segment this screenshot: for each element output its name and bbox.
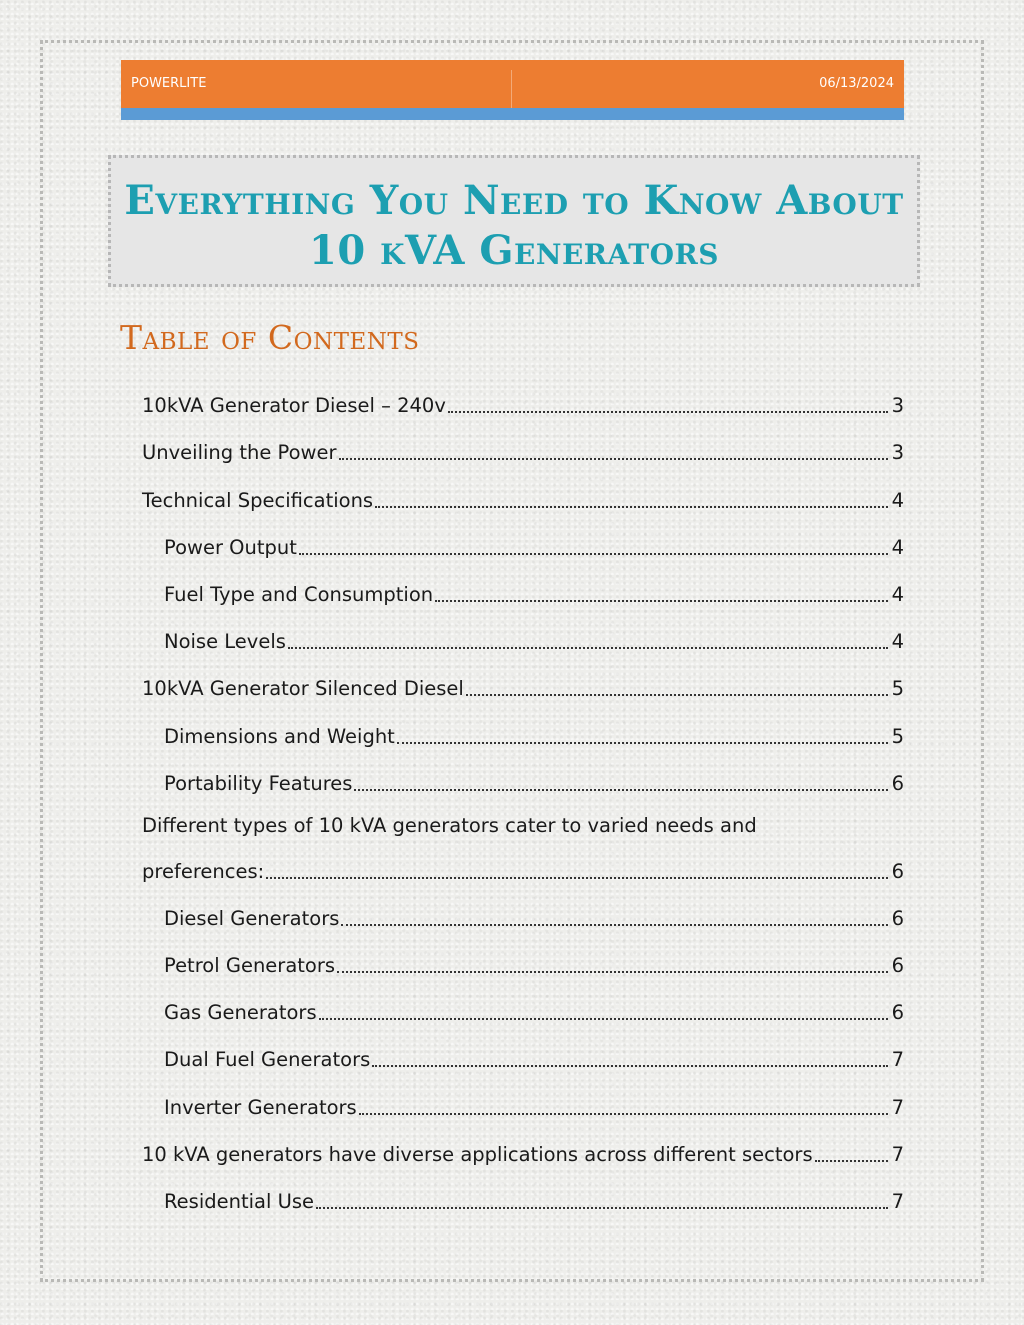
toc-entry-text-continued: preferences: [142,859,265,883]
toc-entry[interactable] [142,797,904,885]
toc-entry[interactable] [142,466,904,513]
toc-entry[interactable] [142,608,904,655]
toc-entry[interactable] [142,1168,904,1215]
toc-page-number: 3 [891,441,904,465]
toc-leader [266,877,888,879]
header-company: POWERLITE [131,76,207,91]
table-of-contents [142,372,904,1215]
toc-entry[interactable] [142,561,904,608]
toc-entry[interactable] [142,885,904,932]
toc-entry[interactable] [142,372,904,419]
toc-entry-text: 10 kVA generators have diverse applications across different sectors [142,1142,813,1166]
toc-page-number: 4 [891,535,904,559]
header-bar [121,60,904,108]
toc-leader [466,694,888,696]
toc-entry-text: Petrol Generators [164,954,336,978]
toc-page-number: 7 [891,1095,904,1119]
title-line-2: 10 kVA Generators [309,227,719,274]
toc-leader [815,1160,888,1162]
toc-leader [299,553,888,555]
toc-leader [288,647,888,649]
toc-entry-text: 10kVA Generator Diesel – 240v [142,394,446,418]
toc-entry[interactable] [142,514,904,561]
toc-page-number: 6 [891,771,904,795]
toc-leader [372,1065,888,1067]
toc-entry[interactable] [142,750,904,797]
document-title [111,158,917,276]
toc-entry-text: Gas Generators [164,1001,317,1025]
toc-page-number: 5 [891,677,904,701]
header-divider [511,70,512,108]
toc-page-number: 6 [891,1001,904,1025]
toc-entry-text: Dimensions and Weight [164,724,395,748]
toc-entry-text: Residential Use [164,1190,315,1213]
toc-entry-text: Diesel Generators [164,906,340,930]
toc-leader [435,600,888,602]
header-date: 06/13/2024 [819,76,894,91]
toc-entry-text: Inverter Generators [164,1095,357,1119]
toc-entry-text: Different types of 10 kVA generators cater to varied needs and [142,813,757,837]
toc-leader [375,506,888,508]
toc-leader [337,971,888,973]
toc-page-number: 6 [891,954,904,978]
toc-entry[interactable] [142,979,904,1026]
toc-entry-text: 10kVA Generator Silenced Diesel [142,677,464,701]
toc-entry-text: Fuel Type and Consumption [164,582,434,606]
toc-entry[interactable] [142,932,904,979]
toc-leader [359,1113,888,1115]
toc-entry[interactable] [142,1026,904,1073]
toc-entry-continuation [142,847,904,885]
toc-entry[interactable] [142,702,904,749]
toc-heading: Table of Contents [120,318,420,357]
toc-leader [316,1207,888,1209]
toc-page-number: 4 [891,488,904,512]
title-box [108,155,920,287]
toc-page-number: 5 [891,724,904,748]
toc-leader [339,458,888,460]
toc-page-number: 4 [891,582,904,606]
toc-page-number: 7 [891,1048,904,1072]
toc-entry[interactable] [142,1121,904,1168]
toc-leader [354,789,888,791]
toc-leader [341,924,888,926]
toc-entry-text: Technical Specifications [142,488,374,512]
toc-page-number: 3 [891,394,904,418]
toc-page-number: 6 [891,859,904,883]
toc-page-number: 6 [891,906,904,930]
toc-page-number: 4 [891,630,904,654]
toc-entry-text: Unveiling the Power [142,441,337,465]
toc-entry-text: Dual Fuel Generators [164,1048,371,1072]
toc-leader [448,411,888,413]
toc-entry-text: Portability Features [164,771,353,795]
toc-entry[interactable] [142,1073,904,1120]
toc-entry[interactable] [142,419,904,466]
toc-entry[interactable] [142,655,904,702]
toc-entry-text: Noise Levels [164,630,286,654]
toc-page-number: 7 [891,1190,904,1213]
header-stripe [121,108,904,120]
toc-entry-text: Power Output [164,535,297,559]
toc-leader [319,1018,888,1020]
toc-page-number: 7 [891,1142,904,1166]
title-line-1: Everything You Need to Know About [124,177,904,224]
toc-leader [397,742,888,744]
